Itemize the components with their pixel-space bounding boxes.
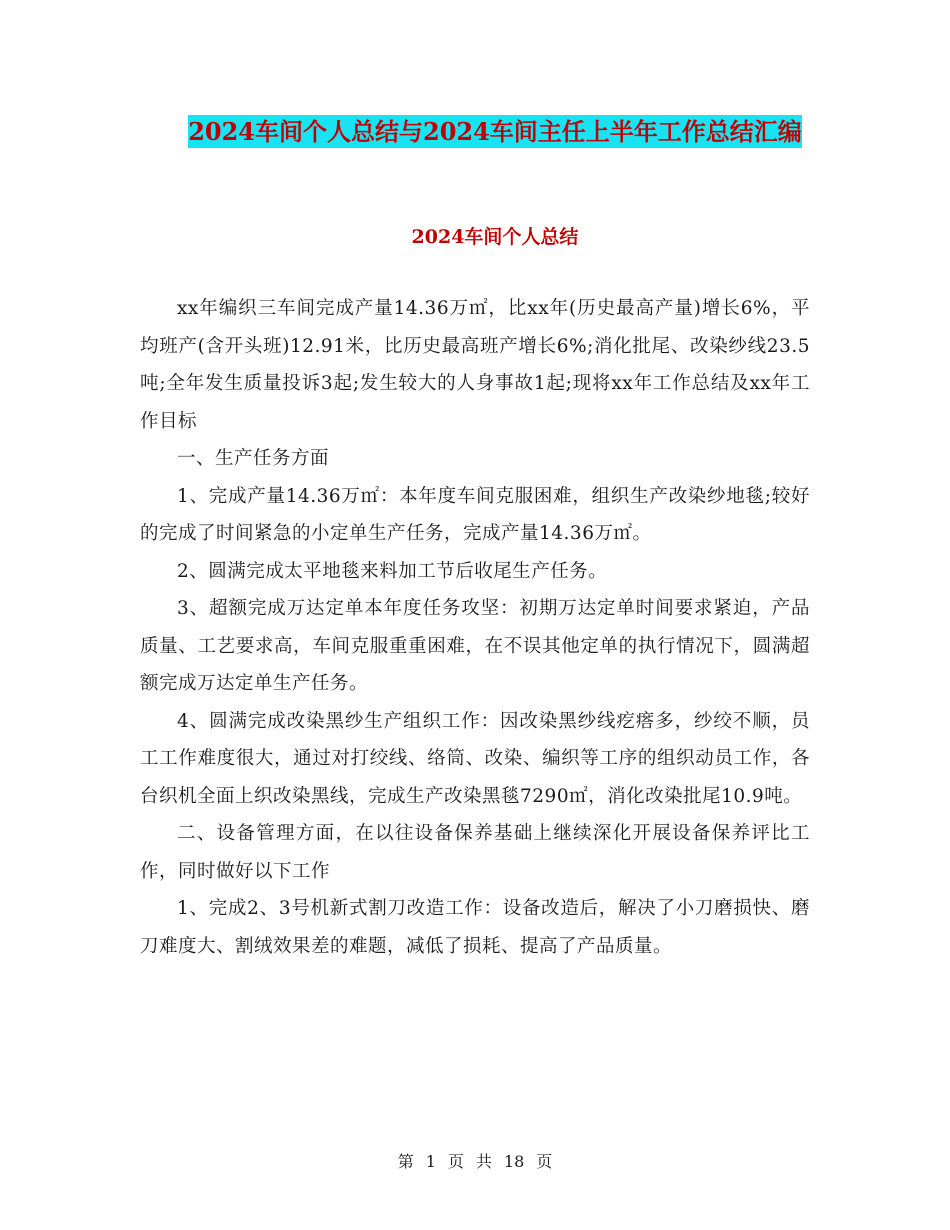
footer-page-unit: 页: [447, 1152, 464, 1171]
footer-total-unit: 页: [536, 1152, 553, 1171]
footer-total-pages: 18: [503, 1152, 525, 1171]
page-footer: [0, 1152, 950, 1172]
footer-prefix: 第: [397, 1152, 414, 1171]
footer-page-number: 1: [425, 1152, 436, 1171]
footer-total-prefix: 共: [475, 1152, 492, 1171]
heading-production: 一、生产任务方面: [177, 448, 330, 469]
paragraph-intro: xx年编织三车间完成产量14.36万㎡，比xx年(历史最高产量)增长6%，平均班产(含开头班)12.91米，比历史最高班产增长6%;消化批尾、改染纱线23.5吨;全年发生质量投诉3起;发生较大的人身事故1起;现将xx年工作总结及xx年工作目标: [140, 298, 810, 432]
paragraph-production-4: 4、圆满完成改染黑纱生产组织工作：因改染黑纱线疙瘩多，纱绞不顺，员工工作难度很大，通过对打绞线、络筒、改染、编织等工序的组织动员工作，各台织机全面上织改染黑线，完成生产改染黑毯7290㎡，消化改染批尾10.9吨。: [140, 710, 810, 807]
section-title: 2024车间个人总结: [411, 226, 579, 248]
document-title: [140, 110, 850, 154]
paragraph-production-2: 2、圆满完成太平地毯来料加工节后收尾生产任务。: [177, 560, 608, 582]
document-body: [140, 290, 810, 965]
heading-equipment: 二、设备管理方面，在以往设备保养基础上继续深化开展设备保养评比工作，同时做好以下工作: [140, 823, 810, 882]
paragraph-production-3: 3、超额完成万达定单本年度任务攻坚：初期万达定单时间要求紧迫，产品质量、工艺要求高，车间克服重重困难，在不误其他定单的执行情况下，圆满超额完成万达定单生产任务。: [140, 598, 810, 694]
paragraph-production-1: 1、完成产量14.36万㎡：本年度车间克服困难，组织生产改染纱地毯;较好的完成了时间紧急的小定单生产任务，完成产量14.36万㎡。: [140, 485, 810, 544]
document-title-text: 2024车间个人总结与2024车间主任上半年工作总结汇编: [188, 117, 802, 146]
paragraph-equipment-1: 1、完成2、3号机新式割刀改造工作：设备改造后，解决了小刀磨损快、磨刀难度大、割绒效果差的难题，减低了损耗、提高了产品质量。: [140, 898, 810, 957]
